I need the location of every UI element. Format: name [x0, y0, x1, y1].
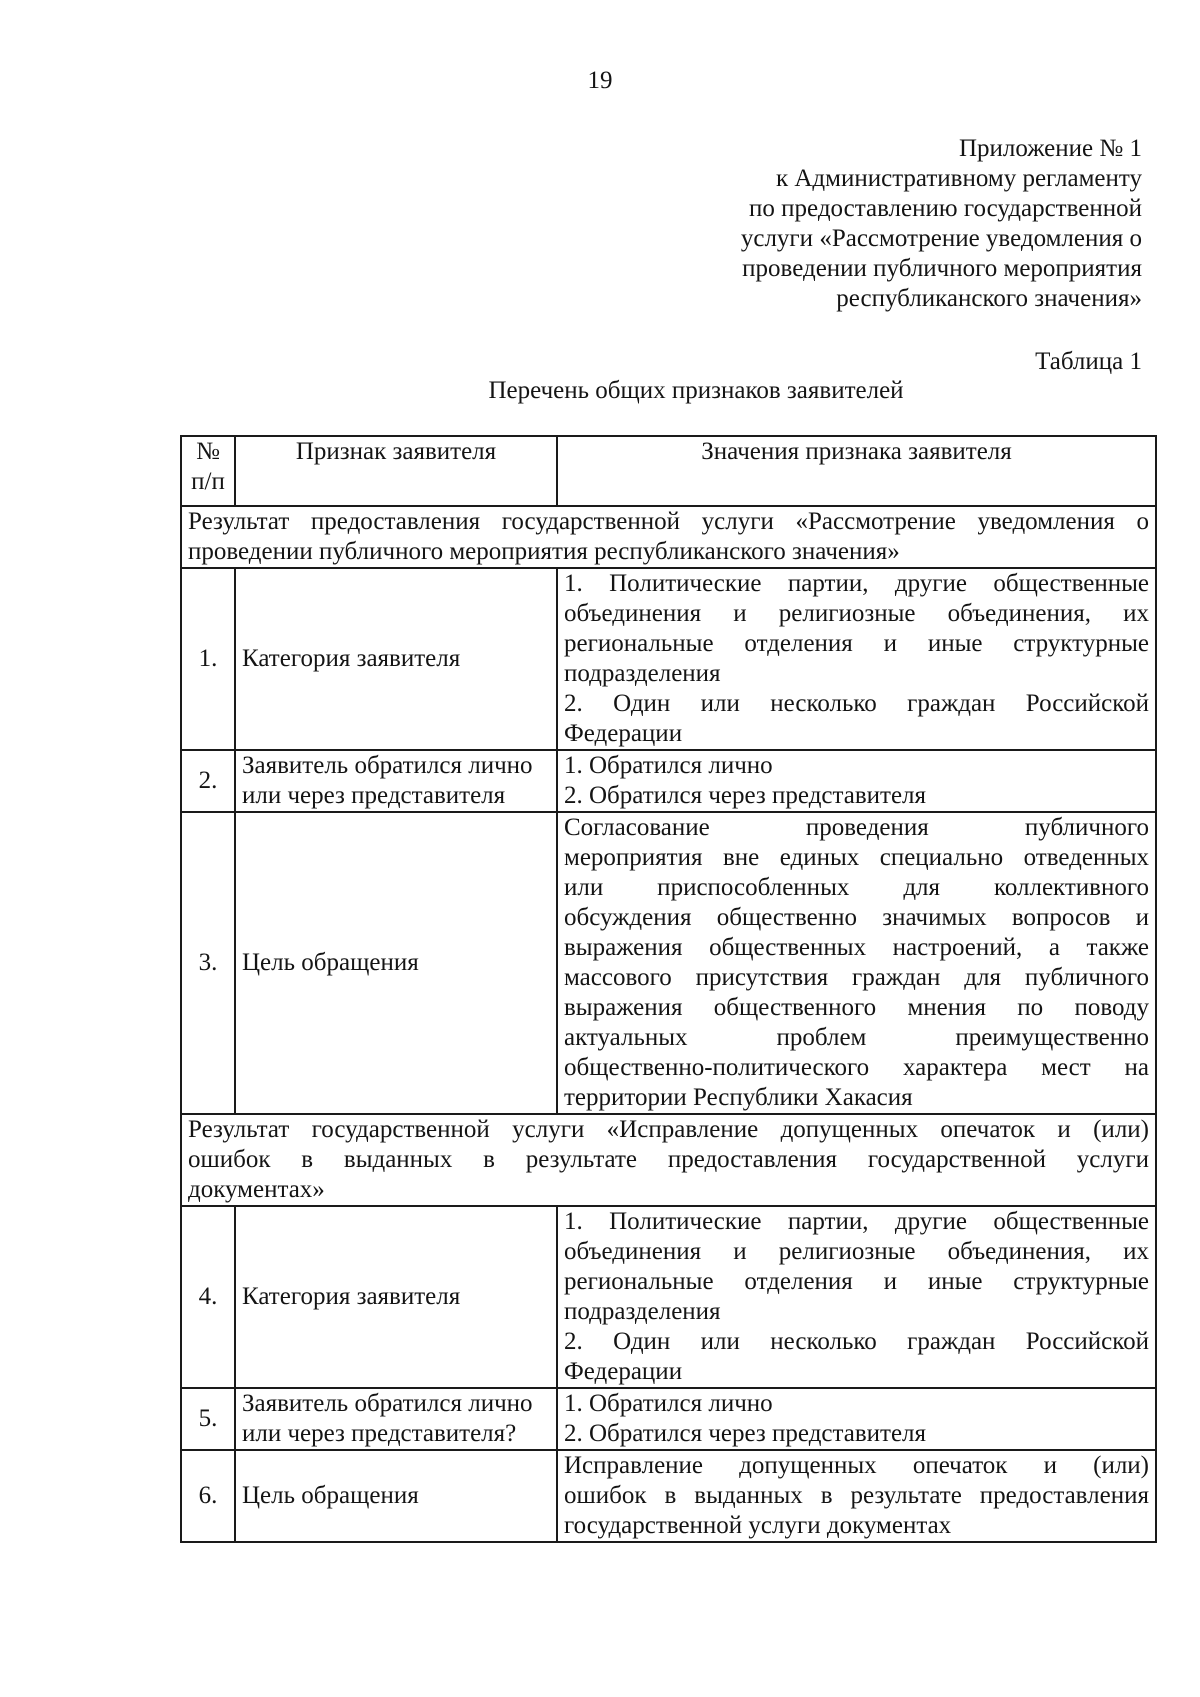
table-row — [181, 812, 1156, 1114]
header-feature: Признак заявителя — [235, 436, 557, 506]
feature-line: Заявитель обратился лично — [242, 1390, 533, 1417]
section-heading-line: ошибок в выданных в результате предоставления государственной услуги — [188, 1146, 1149, 1173]
value-line: выражения общественного мнения по поводу — [564, 994, 1149, 1021]
section-heading — [181, 1114, 1156, 1206]
value-line: обсуждения общественно значимых вопросов и — [564, 904, 1149, 931]
value-line: государственной услуги документах — [564, 1512, 952, 1539]
value-line: мероприятия вне единых специально отведенных — [564, 844, 1149, 871]
section-row — [181, 506, 1156, 568]
value-line: Исправление допущенных опечаток и (или) — [564, 1452, 1149, 1479]
applicant-features-table — [180, 435, 1157, 1543]
section-heading-line: Результат предоставления государственной услуги «Рассмотрение уведомления о — [188, 508, 1149, 535]
row-value — [557, 1388, 1156, 1450]
appendix-line: к Административному регламенту — [775, 165, 1142, 192]
row-number: 5. — [181, 1388, 235, 1450]
row-feature: Категория заявителя — [235, 1206, 557, 1388]
feature-line: или через представителя — [242, 782, 506, 809]
header-num — [181, 436, 235, 506]
value-line: 2. Один или несколько граждан Российской — [564, 690, 1149, 717]
appendix-line: по предоставлению государственной — [749, 195, 1142, 222]
row-value — [557, 568, 1156, 750]
table-row — [181, 1450, 1156, 1542]
section-heading-line: документах» — [188, 1176, 325, 1203]
value-line: 1. Обратился лично — [564, 1390, 773, 1417]
header-num-abbr: п/п — [191, 468, 225, 495]
value-line: или приспособленных для коллективного — [564, 874, 1149, 901]
row-number: 1. — [181, 568, 235, 750]
appendix-header — [582, 134, 1142, 314]
value-line: Согласование проведения публичного — [564, 814, 1149, 841]
value-line: Федерации — [564, 720, 683, 747]
row-number: 3. — [181, 812, 235, 1114]
value-line: общественно-политического характера мест на — [564, 1054, 1149, 1081]
row-feature: Цель обращения — [235, 812, 557, 1114]
value-line: ошибок в выданных в результате предоставления — [564, 1482, 1149, 1509]
table-label: Таблица 1 — [1035, 348, 1142, 375]
row-number: 4. — [181, 1206, 235, 1388]
row-feature: Цель обращения — [235, 1450, 557, 1542]
appendix-line: услуги «Рассмотрение уведомления о — [740, 225, 1142, 252]
header-value: Значения признака заявителя — [557, 436, 1156, 506]
row-feature: Категория заявителя — [235, 568, 557, 750]
value-line: региональные отделения и иные структурные — [564, 1268, 1149, 1295]
section-heading — [181, 506, 1156, 568]
value-line: массового присутствия граждан для публичного — [564, 964, 1149, 991]
table-title — [0, 376, 1200, 406]
row-feature — [235, 1388, 557, 1450]
value-line: 2. Обратился через представителя — [564, 1420, 927, 1447]
value-line: подразделения — [564, 1298, 721, 1325]
value-line: 2. Обратился через представителя — [564, 782, 927, 809]
table-header-row — [181, 436, 1156, 506]
row-feature — [235, 750, 557, 812]
value-line: 1. Обратился лично — [564, 752, 773, 779]
page-number: 19 — [587, 67, 613, 94]
value-line: 2. Один или несколько граждан Российской — [564, 1328, 1149, 1355]
feature-line: Заявитель обратился лично — [242, 752, 533, 779]
table-row — [181, 1206, 1156, 1388]
section-heading-line: Результат государственной услуги «Исправление допущенных опечаток и (или) — [188, 1116, 1149, 1143]
value-line: Федерации — [564, 1358, 683, 1385]
table-title-text: Перечень общих признаков заявителей — [488, 377, 904, 404]
row-value — [557, 1450, 1156, 1542]
value-line: региональные отделения и иные структурные — [564, 630, 1149, 657]
row-number: 2. — [181, 750, 235, 812]
row-value — [557, 812, 1156, 1114]
value-line: объединения и религиозные объединения, их — [564, 1238, 1149, 1265]
appendix-line: республиканского значения» — [836, 285, 1142, 312]
table-row — [181, 568, 1156, 750]
appendix-line: проведении публичного мероприятия — [742, 255, 1142, 282]
row-value — [557, 750, 1156, 812]
value-line: 1. Политические партии, другие общественные — [564, 570, 1149, 597]
feature-line: или через представителя? — [242, 1420, 517, 1447]
value-line: 1. Политические партии, другие общественные — [564, 1208, 1149, 1235]
row-value — [557, 1206, 1156, 1388]
value-line: объединения и религиозные объединения, их — [564, 600, 1149, 627]
value-line: актуальных проблем преимущественно — [564, 1024, 1149, 1051]
value-line: подразделения — [564, 660, 721, 687]
row-number: 6. — [181, 1450, 235, 1542]
value-line: выражения общественных настроений, а также — [564, 934, 1149, 961]
header-num-symbol: № — [196, 438, 220, 465]
appendix-line: Приложение № 1 — [958, 135, 1142, 162]
table-row — [181, 1388, 1156, 1450]
table-row — [181, 750, 1156, 812]
section-heading-line: проведении публичного мероприятия республиканского значения» — [188, 538, 900, 565]
value-line: территории Республики Хакасия — [564, 1084, 913, 1111]
section-row — [181, 1114, 1156, 1206]
